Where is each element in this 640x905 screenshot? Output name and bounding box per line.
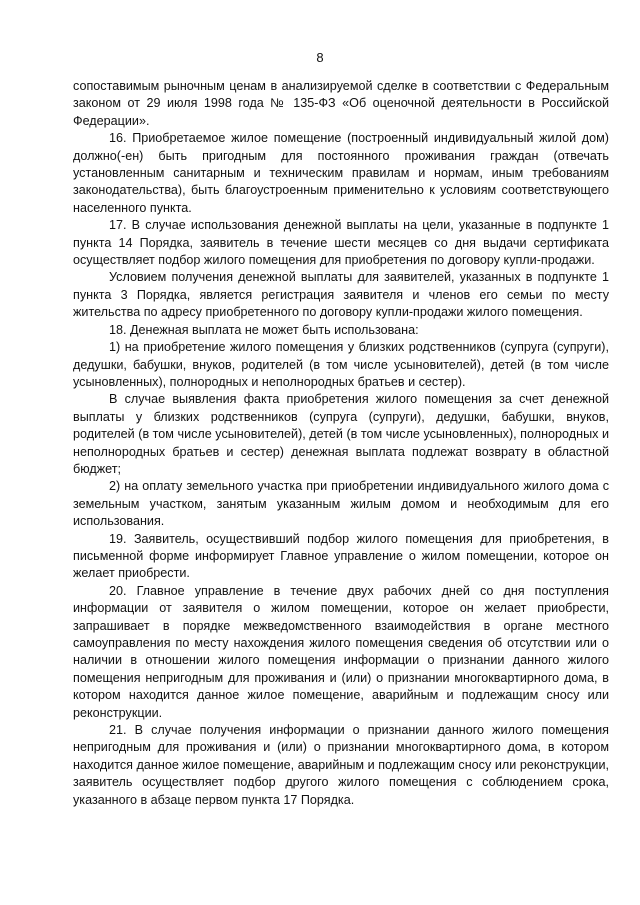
paragraph-item-21: 21. В случае получения информации о признании данного жилого помещения непригодным для проживания и (или) о признании многоквартирного дома, в котором находится данное жилое помещение, аварийным и подлежащим сносу или реконструкции, заявитель осуществляет подбор другого жилого помещения с соблюдением срока, указанного в абзаце первом пункта 17 Порядка. [73, 723, 609, 807]
paragraph-item-18-subitem-2: 2) на оплату земельного участка при приобретении индивидуального жилого дома с земельным участком, занятым указанным жилым домом и необходимым для его использования. [73, 479, 609, 529]
paragraph-item-16: 16. Приобретаемое жилое помещение (построенный индивидуальный жилой дом) должно(-ен) быть пригодным для постоянного проживания граждан (отвечать установленным санитарным и техническим правилам и нормам, иным требованиям законодательства), быть благоустроенным применительно к условиям соответствующего населенного пункта. [73, 131, 609, 215]
document-body [73, 78, 609, 809]
paragraph-item-19: 19. Заявитель, осуществивший подбор жилого помещения для приобретения, в письменной форме информирует Главное управление о жилом помещении, которое он желает приобрести. [73, 531, 609, 581]
paragraph-item-17-condition: Условием получения денежной выплаты для заявителей, указанных в подпункте 1 пункта 3 Порядка, является регистрация заявителя и членов его семьи по месту жительства по адресу приобретенного по договору купли-продажи жилого помещения. [73, 270, 609, 320]
paragraph-item-20: 20. Главное управление в течение двух рабочих дней со дня поступления информации от заявителя о жилом помещении, которое он желает приобрести, запрашивает в порядке межведомственного взаимодействия в органе местного самоуправления по месту нахождения жилого помещения сведения об отсутствии или о наличии в отношении жилого помещения информации о признании данного жилого помещения непригодным для проживания и (или) о признании многоквартирного дома, в котором находится данное жилое помещение, аварийным и подлежащим сносу или реконструкции. [73, 583, 609, 720]
paragraph-item-18-subitem-1: 1) на приобретение жилого помещения у близких родственников (супруга (супруги), дедушки, бабушки, внуков, родителей (в том числе усыновителей), детей (в том числе усыновленных), полнородных и неполнородных братьев и сестер). [73, 340, 609, 389]
paragraph-item-18: 18. Денежная выплата не может быть использована: [109, 322, 419, 337]
paragraph-item-17: 17. В случае использования денежной выплаты на цели, указанные в подпункте 1 пункта 14 Порядка, заявитель в течение шести месяцев со дня выдачи сертификата осуществляет подбор жилого помещения для приобретения по договору купли-продажи. [73, 218, 609, 268]
paragraph-item-18-refund-clause: В случае выявления факта приобретения жилого помещения за счет денежной выплаты у близких родственников (супруга (супруги), дедушки, бабушки, внуков, родителей (в том числе усыновителей), детей (в том числе усыновленных), полнородных и неполнородных братьев и сестер) денежная выплата подлежат возврату в областной бюджет; [73, 392, 609, 476]
page-number: 8 [316, 50, 324, 65]
paragraph-continuation: сопоставимым рыночным ценам в анализируемой сделке в соответствии с Федеральным законом от 29 июля 1998 года № 135-ФЗ «Об оценочной деятельности в Российской Федерации». [73, 79, 609, 128]
